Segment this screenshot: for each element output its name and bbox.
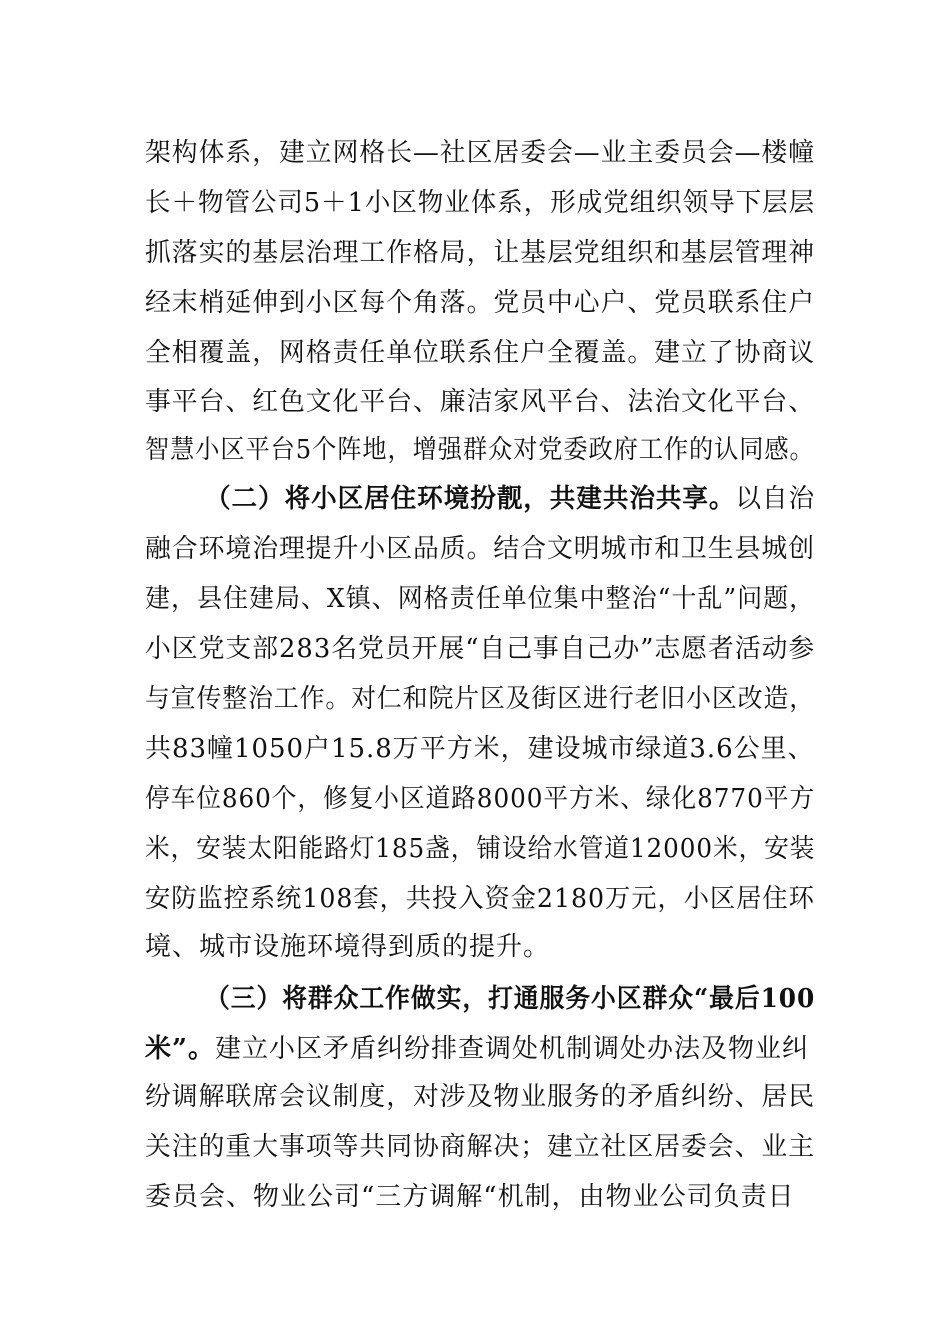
body-text-line: 经末梢延伸到小区每个角落。党员中心户、党员联系住户 [145, 288, 816, 318]
section-heading-2-text: 以自治 [735, 484, 816, 514]
body-text-line: 境、城市设施环境得到质的提升。 [145, 932, 551, 962]
body-text-line: 停车位860个，修复小区道路8000平方米、绿化8770平方 [145, 784, 815, 814]
body-text-line: 全相覆盖，网格责任单位联系住户全覆盖。建立了协商议 [145, 338, 816, 368]
section-heading-2-title: （二）将小区居住环境扮靓，共建共治共享。 [205, 484, 736, 514]
body-text-line: 纷调解联席会议制度，对涉及物业服务的矛盾纠纷、居民 [145, 1082, 816, 1112]
body-text-line: 融合环境治理提升小区品质。结合文明城市和卫生县城创 [145, 534, 816, 564]
body-text-line: 长＋物管公司5＋1小区物业体系，形成党组织领导下层层 [145, 188, 816, 218]
body-text-line: 抓落实的基层治理工作格局，让基层党组织和基层管理神 [145, 238, 816, 268]
body-text-line: 委员会、物业公司“三方调解“机制，由物业公司负责日 [145, 1182, 795, 1212]
section-heading-3-title-end: 米”。 [145, 1034, 215, 1064]
body-text-line: 关注的重大事项等共同协商解决；建立社区居委会、业主 [145, 1132, 816, 1162]
body-text-line: 架构体系，建立网格长—社区居委会—业主委员会—楼幢 [145, 138, 816, 168]
body-text-line: 共83幢1050户15.8万平方米，建设城市绿道3.6公里、 [145, 734, 815, 764]
body-text-line: 小区党支部283名党员开展“自己事自己办”志愿者活动参 [145, 634, 816, 664]
body-text-line: 事平台、红色文化平台、廉洁家风平台、法治文化平台、 [145, 387, 816, 417]
body-text-line: 安防监控系统108套，共投入资金2180万元，小区居住环 [145, 884, 815, 914]
body-text-line: 米，安装太阳能路灯185盏，铺设给水管道12000米，安装 [145, 834, 816, 864]
section-heading-3-text: 建立小区矛盾纠纷排查调处机制调处办法及物业纠 [214, 1034, 809, 1064]
body-text-line: 建，县住建局、X镇、网格责任单位集中整治“十乱”问题， [145, 584, 816, 614]
body-text-line: 与宣传整治工作。对仁和院片区及街区进行老旧小区改造， [145, 684, 816, 714]
body-text-line: 智慧小区平台5个阵地，增强群众对党委政府工作的认同感。 [145, 435, 815, 465]
section-heading-2 [205, 482, 815, 516]
section-heading-3-continued [145, 1032, 809, 1066]
section-heading-3: （三）将群众工作做实，打通服务小区群众“最后100 [205, 984, 816, 1014]
